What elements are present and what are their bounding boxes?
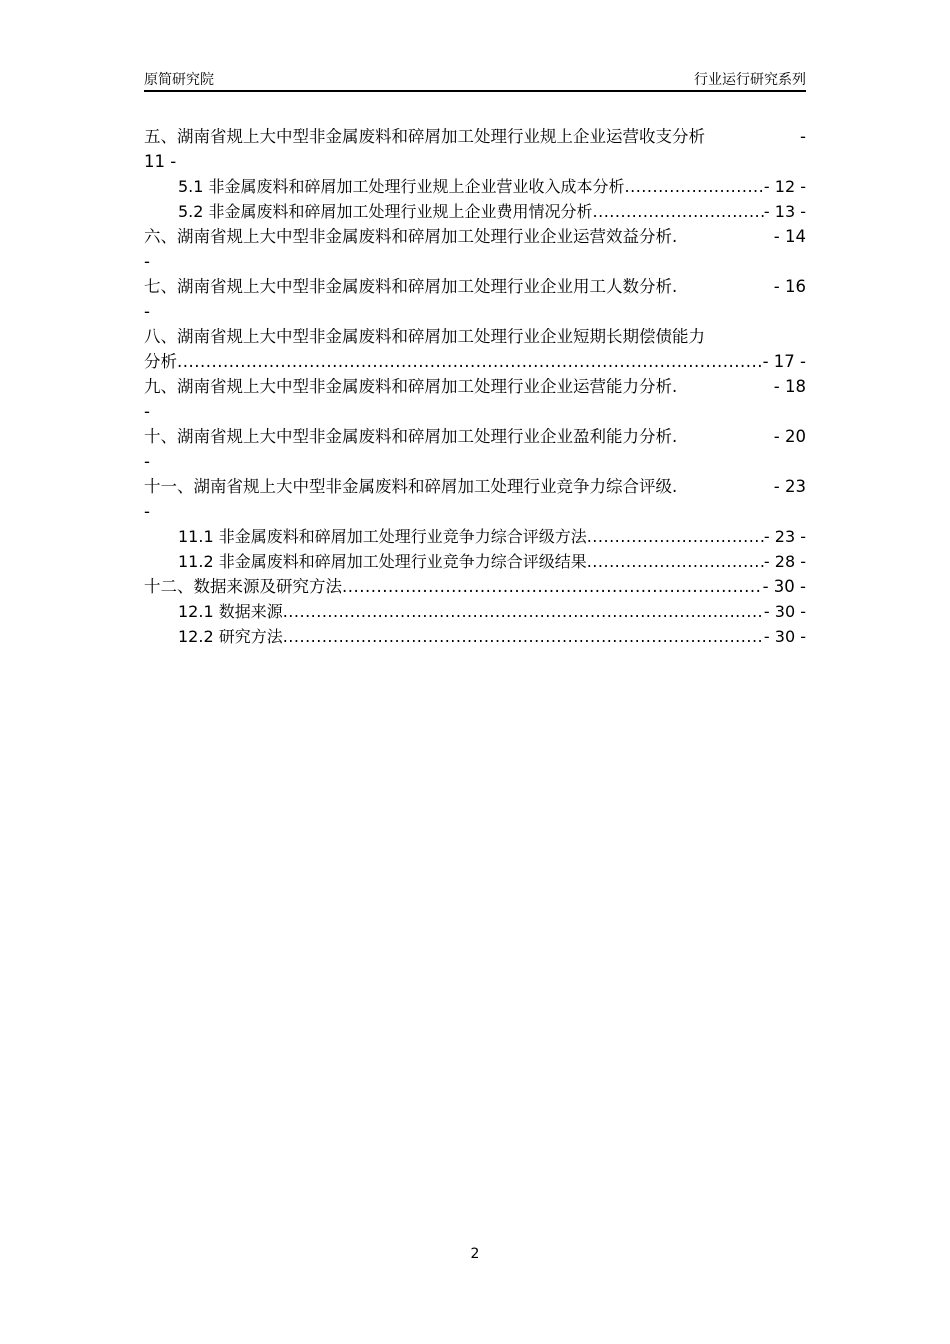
toc-entry-title: 十二、数据来源及研究方法 [144, 577, 342, 596]
toc-leader-dots [587, 524, 764, 549]
toc-entry-page: - 12 - [763, 177, 806, 196]
toc-entry-title: 五、湖南省规上大中型非金属废料和碎屑加工处理行业规上企业运营收支分析 [144, 127, 705, 146]
header-series: 行业运行研究系列 [694, 72, 806, 88]
toc-entry[interactable] [144, 374, 806, 399]
toc-entry-page: - 17 - [762, 352, 806, 371]
table-of-contents [144, 124, 806, 649]
toc-entry-page: - 30 - [763, 602, 806, 621]
toc-leader-dots [587, 549, 764, 574]
toc-entry-page: - 14 [773, 227, 806, 246]
toc-leader-dots [342, 574, 763, 599]
toc-entry-page: - 16 [773, 277, 806, 296]
toc-entry-page-continued: - [144, 402, 150, 421]
toc-entry-title: 八、湖南省规上大中型非金属废料和碎屑加工处理行业企业短期长期偿债能力 [144, 327, 705, 346]
toc-entry[interactable] [144, 424, 806, 449]
toc-entry-title: 七、湖南省规上大中型非金属废料和碎屑加工处理行业企业用工人数分析. [144, 277, 678, 296]
toc-entry-page-continued: - [144, 302, 150, 321]
toc-entry-page: - 18 [773, 377, 806, 396]
toc-entry-title: 5.2 非金属废料和碎屑加工处理行业规上企业费用情况分析 [178, 202, 593, 221]
toc-entry-title: 十一、湖南省规上大中型非金属废料和碎屑加工处理行业竞争力综合评级. [144, 477, 678, 496]
toc-entry-page-continued: - [144, 452, 150, 471]
toc-entry-title: 11.1 非金属废料和碎屑加工处理行业竞争力综合评级方法 [178, 527, 587, 546]
toc-leader-dots [283, 599, 764, 624]
page-header [144, 66, 806, 92]
toc-entry[interactable] [144, 324, 806, 349]
toc-subentry[interactable] [144, 549, 806, 574]
toc-entry-continued [144, 349, 806, 374]
toc-entry-title: 12.2 研究方法 [178, 627, 283, 646]
toc-entry-page: - 23 [773, 477, 806, 496]
page-number: 2 [470, 1246, 480, 1262]
toc-entry-page: - 30 - [762, 577, 806, 596]
toc-entry-page-continued: - [144, 502, 150, 521]
toc-entry-page: - 20 [773, 427, 806, 446]
toc-entry[interactable] [144, 574, 806, 599]
toc-leader-dots [625, 174, 764, 199]
toc-entry-page-continued: - [144, 252, 150, 271]
toc-subentry[interactable] [144, 599, 806, 624]
toc-subentry[interactable] [144, 199, 806, 224]
toc-entry-title: 十、湖南省规上大中型非金属废料和碎屑加工处理行业企业盈利能力分析. [144, 427, 678, 446]
toc-entry-page: - 30 - [763, 627, 806, 646]
toc-entry[interactable] [144, 124, 806, 149]
toc-entry-page-continued: 11 - [144, 152, 177, 171]
toc-subentry[interactable] [144, 524, 806, 549]
toc-entry-page: - [800, 127, 806, 146]
toc-subentry[interactable] [144, 624, 806, 649]
toc-entry-title-continued: 分析 [144, 352, 177, 371]
toc-leader-dots [177, 349, 763, 374]
toc-entry-title: 六、湖南省规上大中型非金属废料和碎屑加工处理行业企业运营效益分析. [144, 227, 678, 246]
toc-entry[interactable] [144, 474, 806, 499]
header-org: 原简研究院 [144, 72, 214, 88]
toc-entry-title: 12.1 数据来源 [178, 602, 283, 621]
toc-entry-page: - 13 - [763, 202, 806, 221]
toc-entry-title: 九、湖南省规上大中型非金属废料和碎屑加工处理行业企业运营能力分析. [144, 377, 678, 396]
toc-entry-page: - 23 - [763, 527, 806, 546]
toc-subentry[interactable] [144, 174, 806, 199]
toc-entry[interactable] [144, 274, 806, 299]
toc-entry-title: 5.1 非金属废料和碎屑加工处理行业规上企业营业收入成本分析 [178, 177, 625, 196]
toc-leader-dots [283, 624, 764, 649]
toc-entry-page: - 28 - [763, 552, 806, 571]
toc-leader-dots [593, 199, 764, 224]
toc-entry[interactable] [144, 224, 806, 249]
toc-entry-title: 11.2 非金属废料和碎屑加工处理行业竞争力综合评级结果 [178, 552, 587, 571]
